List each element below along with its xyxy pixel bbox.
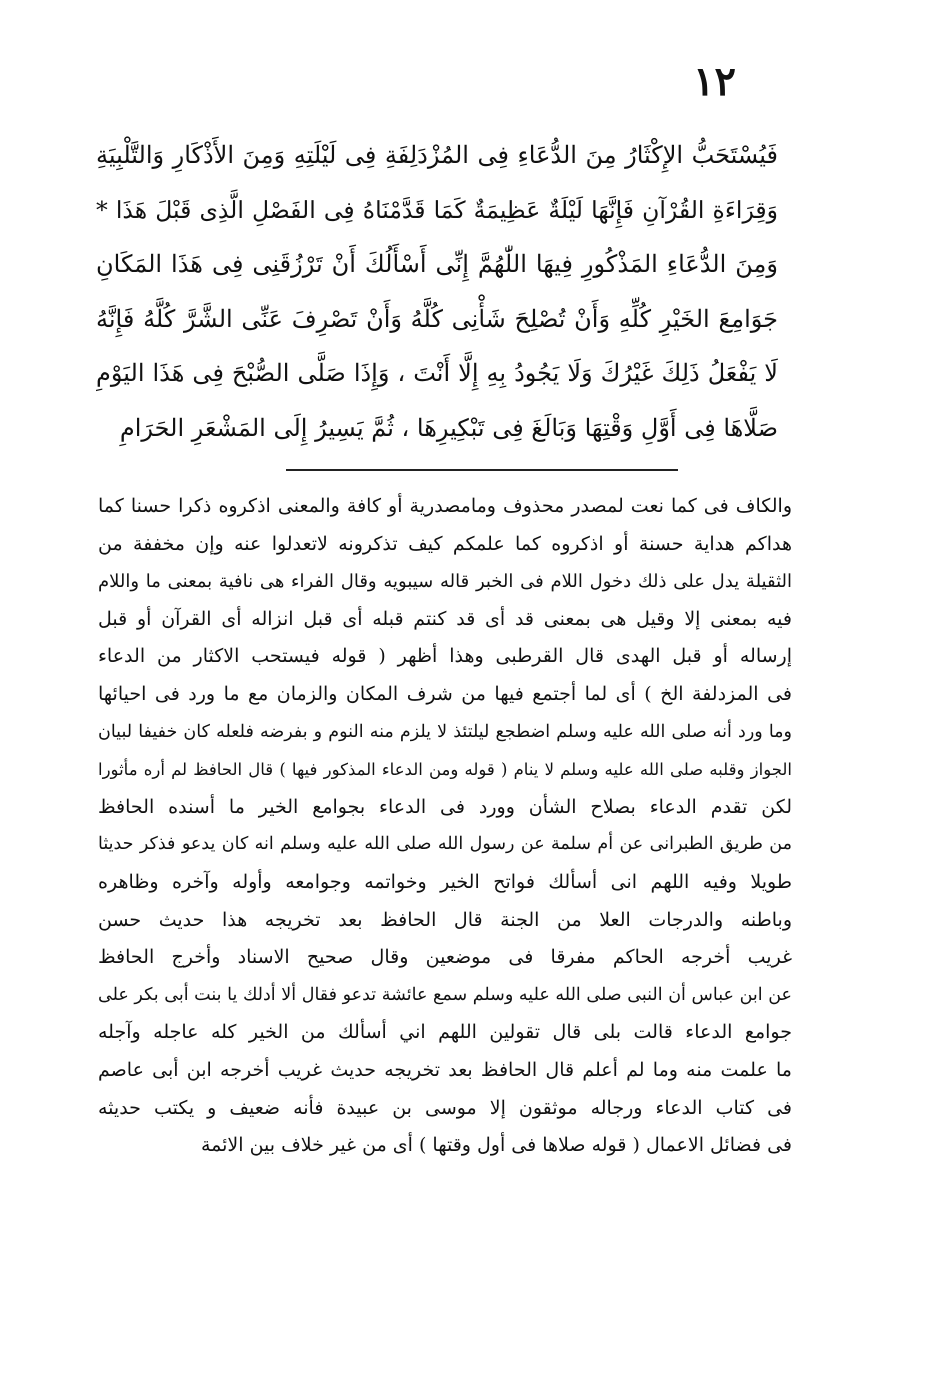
commentary-line: غريب أخرجه الحاكم مفرقا فى موضعين وقال صحيح الاسناد وأخرج الحافظ: [98, 946, 792, 969]
main-text-line: جَوَامِعَ الخَيْرِ كُلِّهِ وَأَنْ تُصْلِحَ شَأْنِى كُلَّهُ وَأَنْ تَصْرِفَ عَنِّى الشَّرَّ كُلَّهُ فَإِنَّهُ: [96, 304, 778, 333]
commentary-line: فى فضائل الاعمال ( قوله صلاها فى أول وقتها ) أى من غير خلاف بين الائمة: [200, 1134, 792, 1157]
commentary-line: عن ابن عباس أن النبى صلى الله عليه وسلم سمع عائشة تدعو فقال ألا أدلك يا بنت أبى بكر على: [98, 984, 792, 1005]
main-text-line: وَقِرَاءَةِ القُرْآنِ فَإِنَّهَا لَيْلَةٌ عَظِيمَةٌ كَمَا قَدَّمْنَاهُ فِى الفَصْلِ الَّذِى قَبْلَ هَذَا *: [96, 195, 778, 224]
commentary-line: الثقيلة يدل على ذلك دخول اللام فى الخبر قاله سيبويه وقال الفراء هى نافية بمعنى ما واللام: [98, 571, 792, 593]
commentary-line: والكاف فى كما نعت لمصدر محذوف ومامصدرية أو كافة والمعنى اذكروه ذكرا حسنا كما: [98, 495, 792, 517]
main-text-line: لَا يَفْعَلُ ذَلِكَ غَيْرُكَ وَلَا يَجُودُ بِهِ إِلَّا أَنْتَ ، وَإِذَا صَلَّى الصُّبْحَ فِى هَذَا اليَوْمِ: [96, 359, 778, 387]
commentary-line: وما ورد أنه صلى الله عليه وسلم اضطجع ليلتئذ لا يلزم منه النوم و بفرضه فلعله كان خفيفا لبيان: [98, 721, 792, 742]
commentary-line: لكن تقدم الدعاء بصلاح الشأن وورد فى الدعاء بجوامع الخير ما أسنده الحافظ: [98, 795, 792, 818]
commentary-line: الجواز وقلبه صلى الله عليه وسلم لا ينام ( قوله ومن الدعاء المذكور فيها ) قال الحافظ لم أره مأثورا: [98, 760, 792, 780]
commentary-line: هداكم هداية حسنة أو اذكروه كما علمكم كيف تذكرونه لاتعدلوا عنه وإن مخففة من: [98, 532, 792, 555]
main-text-line: وَمِنَ الدُّعَاءِ المَذْكُورِ فِيهَا اللّٰهُمَّ إِنِّى أَسْأَلُكَ أَنْ تَرْزُقَنِى فِى هَذَا المَكَانِ: [96, 250, 778, 278]
section-divider: [286, 469, 678, 471]
main-text-line: صَلَّاهَا فِى أَوَّلِ وَقْتِهَا وَبَالَغَ فِى تَبْكِيرِهَا ، ثُمَّ يَسِيرُ إِلَى المَشْعَرِ الحَرَامِ: [119, 413, 778, 442]
commentary-line: فيه بمعنى إلا وقيل هى بمعنى قد أى قد كنتم قبله أى قبل انزاله أى القرآن أو قبل: [98, 607, 792, 630]
commentary-line: إرساله أو قبل الهدى قال القرطبى وهذا أظهر ( قوله فيستحب الاكثار من الدعاء: [98, 645, 792, 668]
commentary-line: وباطنه والدرجات العلا من الجنة قال الحافظ بعد تخريجه هذا حديث حسن: [98, 908, 792, 931]
page-number: ١٢: [693, 58, 736, 105]
main-text-block: [96, 128, 778, 455]
commentary-line: من طريق الطبرانى عن أم سلمة عن رسول الله صلى الله عليه وسلم انه كان يدعو فذكر حديثا: [98, 834, 792, 855]
commentary-line: ما علمت منه وما لم أعلم قال الحافظ بعد تخريجه حديث غريب أخرجه ابن أبى عاصم: [98, 1058, 792, 1081]
commentary-block: [98, 488, 792, 1165]
commentary-line: فى كتاب الدعاء ورجاله موثقون إلا موسى بن عبيدة فأنه ضعيف و يكتب حديثه: [98, 1096, 792, 1119]
commentary-line: جوامع الدعاء قالت بلى قال تقولين اللهم اني أسألك من الخير كله عاجله وآجله: [98, 1021, 792, 1044]
commentary-line: طويلا وفيه اللهم انى أسألك فواتح الخير وخواتمه وجوامعه وأوله وآخره وظاهره: [98, 870, 792, 893]
main-text-line: فَيُسْتَحَبُّ الإِكْثَارُ مِنَ الدُّعَاءِ فِى المُزْدَلِفَةِ فِى لَيْلَتِهِ وَمِنَ الأَذْكَارِ وَالتَّلْبِيَةِ: [96, 141, 778, 169]
commentary-line: فى المزدلفة الخ ) أى لما أجتمع فيها من شرف المكان والزمان مع ما ورد فى احيائها: [98, 682, 792, 705]
